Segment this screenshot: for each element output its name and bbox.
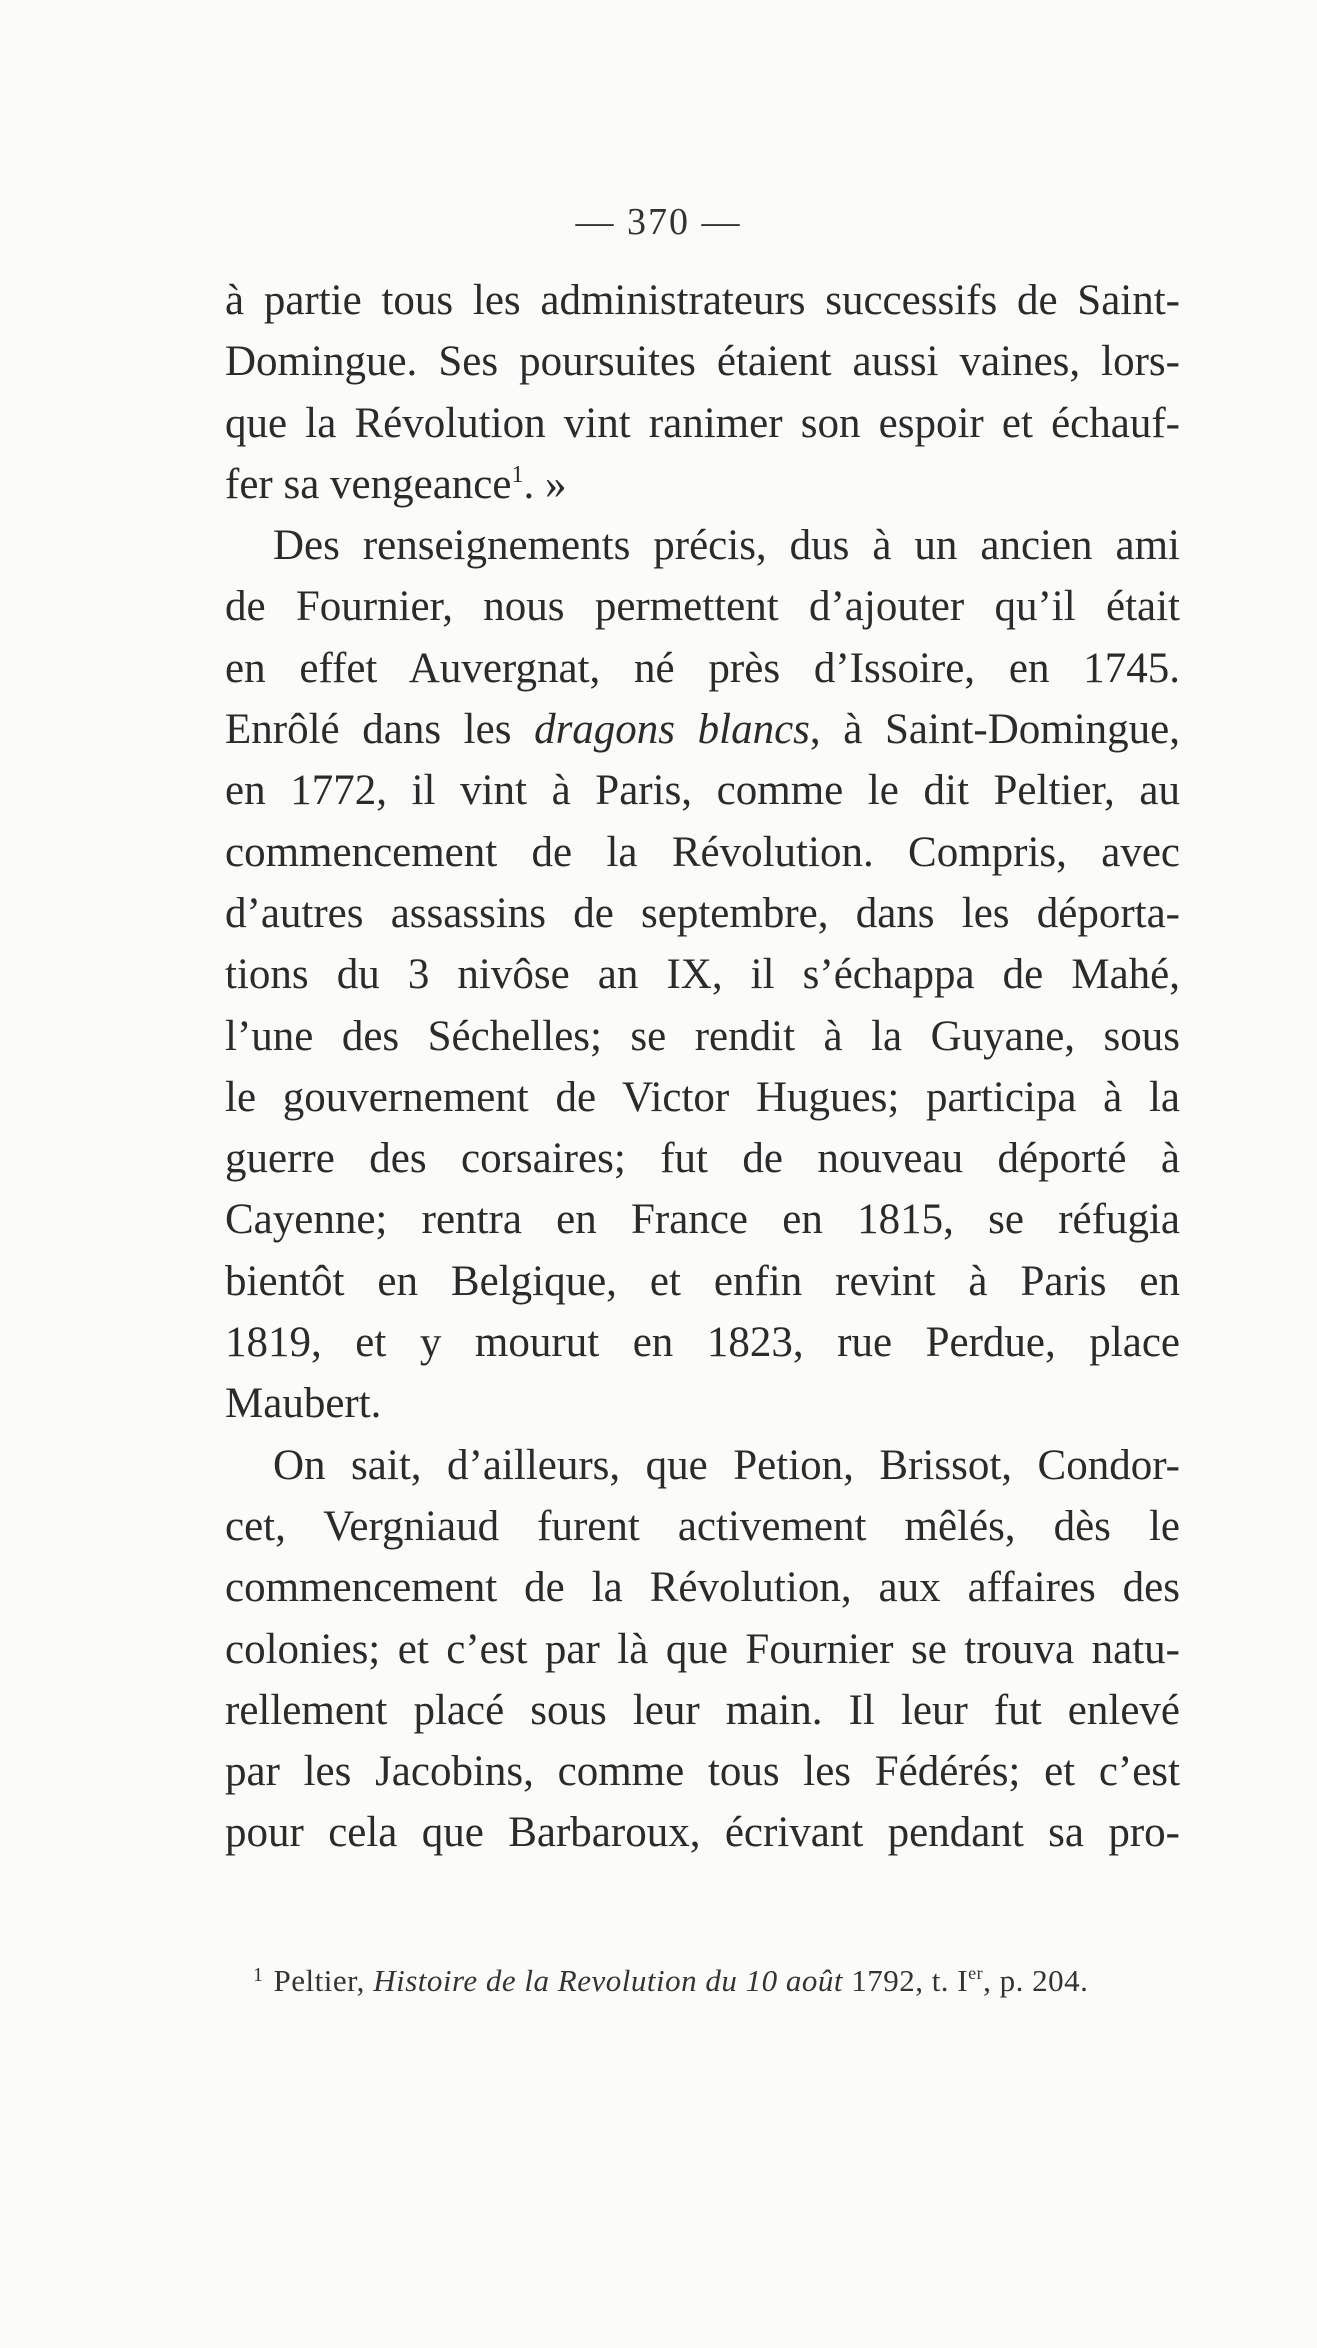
- text-line: [225, 1251, 1180, 1312]
- text-line: [225, 1373, 1180, 1434]
- text-segment: fer sa vengeance: [225, 460, 512, 508]
- text-line: [225, 1619, 1180, 1680]
- text-segment: en 1772, il vint à Paris, comme le dit Peltier, au: [225, 767, 1180, 815]
- footnote-reference: 1: [511, 461, 524, 488]
- text-segment: Maubert.: [225, 1380, 382, 1428]
- footnote-title: Histoire de la Revolution du 10 août: [373, 1963, 843, 1998]
- text-segment: guerre des corsaires; fut de nouveau déporté à: [225, 1135, 1180, 1183]
- text-line: [225, 1802, 1180, 1863]
- text-segment: commencement de la Révolution. Compris, avec: [225, 828, 1180, 876]
- text-segment: l’une des Séchelles; se rendit à la Guyane, sous: [225, 1012, 1180, 1060]
- text-segment: en effet Auvergnat, né près d’Issoire, en 1745.: [225, 644, 1180, 692]
- text-line: [225, 1312, 1180, 1373]
- text-line: [225, 883, 1180, 944]
- text-line: [225, 944, 1180, 1005]
- text-line: [225, 515, 1180, 576]
- text-line: [225, 393, 1180, 454]
- text-segment: . »: [523, 460, 567, 508]
- text-line: [225, 1006, 1180, 1067]
- footnote-mark: 1: [253, 1964, 264, 1986]
- footnote: [253, 1961, 1180, 2001]
- text-segment: Des renseignements précis, dus à un ancien ami: [273, 522, 1180, 570]
- text-segment: rellement placé sous leur main. Il leur fut enlevé: [225, 1686, 1180, 1734]
- text-segment: à partie tous les administrateurs successifs de Saint-: [225, 277, 1180, 324]
- text-line: [225, 576, 1180, 637]
- italic-text: dragons blancs: [534, 706, 810, 754]
- text-line: [225, 1680, 1180, 1741]
- text-line: [225, 1741, 1180, 1802]
- footnote-rest: 1792, t. I: [842, 1963, 969, 1998]
- text-segment: bientôt en Belgique, et enfin revint à Paris en: [225, 1257, 1180, 1305]
- text-segment: de Fournier, nous permettent d’ajouter qu’il était: [225, 583, 1180, 631]
- text-segment: le gouvernement de Victor Hugues; participa à la: [225, 1073, 1180, 1121]
- text-segment: Enrôlé dans les: [225, 706, 535, 754]
- footnote-author: Peltier,: [273, 1963, 374, 1998]
- text-line: [225, 699, 1180, 760]
- text-segment: colonies; et c’est par là que Fournier se trouva natu-: [225, 1625, 1180, 1673]
- text-line: [225, 270, 1180, 331]
- text-segment: cet, Vergniaud furent activement mêlés, dès le: [225, 1502, 1180, 1550]
- text-line: [225, 1067, 1180, 1128]
- text-segment: commencement de la Révolution, aux affaires des: [225, 1564, 1180, 1612]
- text-segment: Domingue. Ses poursuites étaient aussi vaines, lors-: [225, 338, 1180, 386]
- text-line: [225, 638, 1180, 699]
- text-line: [225, 760, 1180, 821]
- text-line: [225, 822, 1180, 883]
- text-line: [225, 454, 1180, 515]
- footnote-tail: , p. 204.: [983, 1963, 1089, 1998]
- text-line: [225, 331, 1180, 392]
- text-segment: que la Révolution vint ranimer son espoir et échauf-: [225, 399, 1180, 447]
- text-segment: , à Saint-Domingue,: [809, 706, 1180, 754]
- page-number: — 370 —: [575, 201, 742, 243]
- text-line: [225, 1557, 1180, 1618]
- text-line: [225, 1435, 1180, 1496]
- text-segment: 1819, et y mourut en 1823, rue Perdue, place: [225, 1319, 1180, 1367]
- text-line: [225, 1496, 1180, 1557]
- text-segment: d’autres assassins de septembre, dans les déporta-: [225, 889, 1180, 937]
- text-line: [225, 1189, 1180, 1250]
- text-segment: On sait, d’ailleurs, que Petion, Brissot, Condor-: [273, 1441, 1180, 1489]
- text-segment: Cayenne; rentra en France en 1815, se réfugia: [225, 1196, 1180, 1244]
- text-segment: pour cela que Barbaroux, écrivant pendant sa pro-: [225, 1809, 1180, 1857]
- footnote-sup: er: [968, 1963, 984, 1983]
- text-segment: par les Jacobins, comme tous les Fédérés; et c’est: [225, 1748, 1180, 1796]
- text-line: [225, 1128, 1180, 1189]
- text-segment: tions du 3 nivôse an IX, il s’échappa de Mahé,: [225, 951, 1180, 999]
- body-text: [225, 270, 1180, 1864]
